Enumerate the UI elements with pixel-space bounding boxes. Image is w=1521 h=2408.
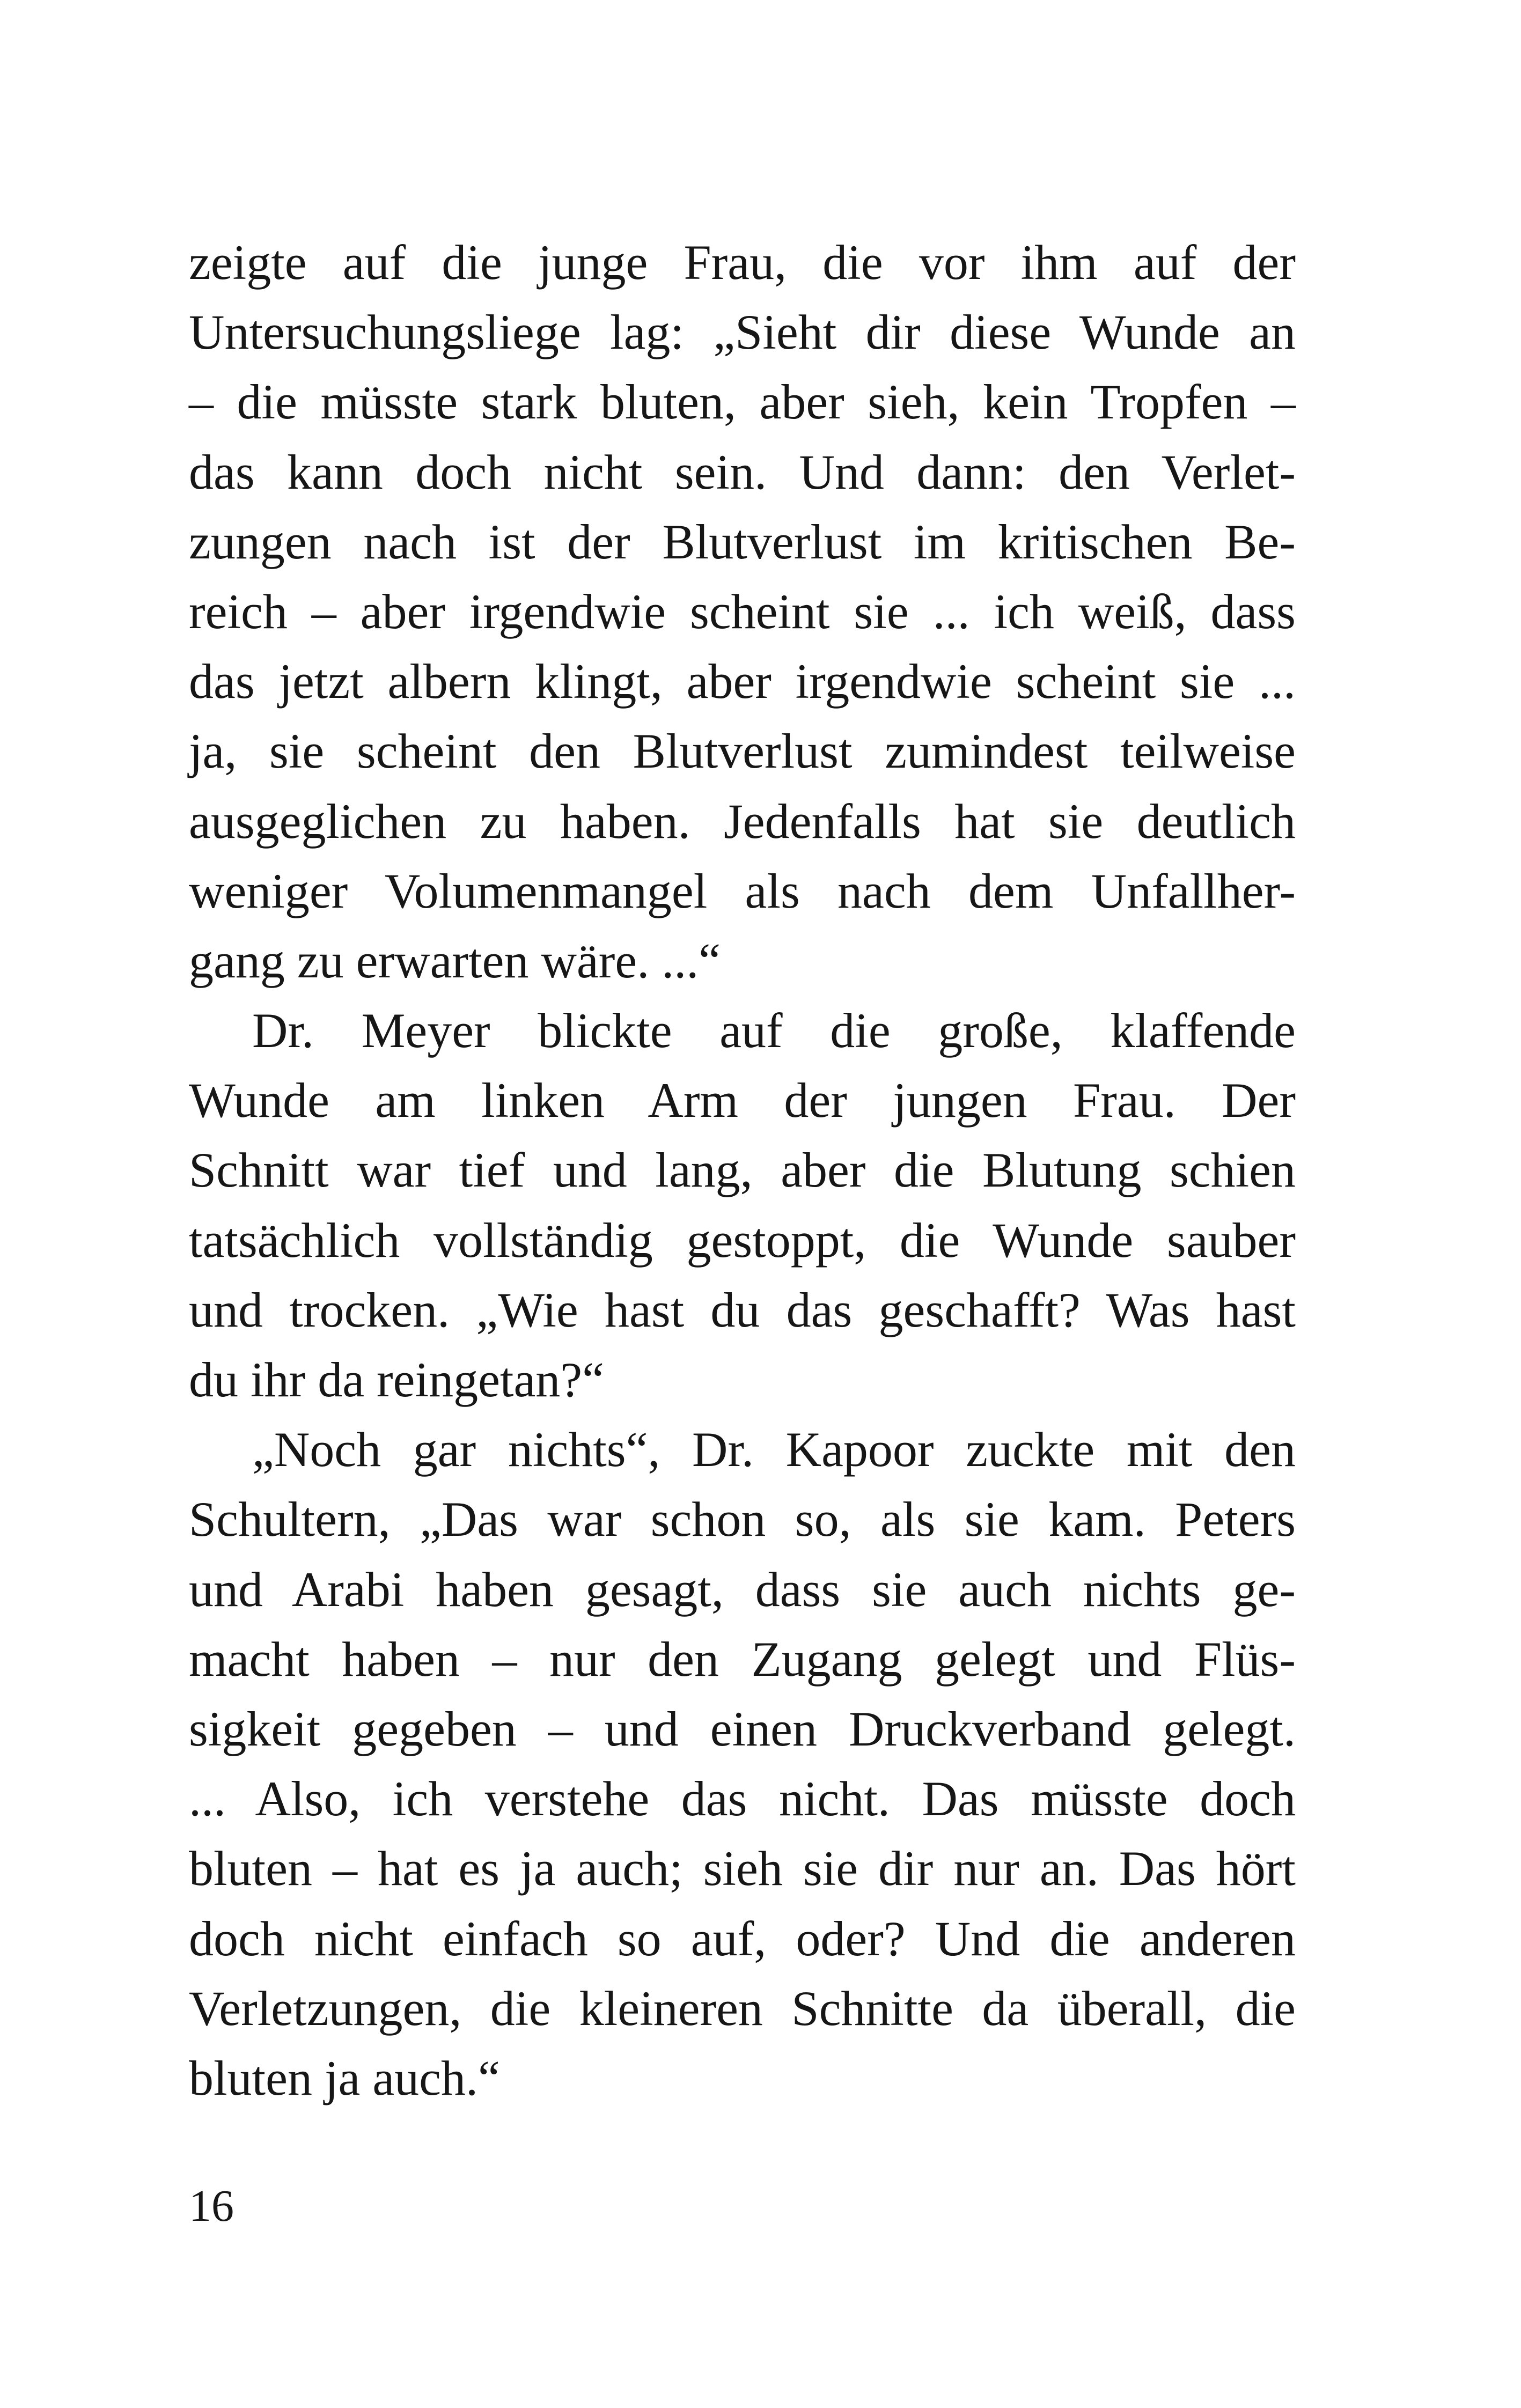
text-line: ... Also, ich verstehe das nicht. Das müsste doch bbox=[189, 1771, 1296, 1827]
text-line: zungen nach ist der Blutverlust im kritischen Be- bbox=[189, 514, 1296, 569]
text-line: das jetzt albern klingt, aber irgendwie scheint sie ... bbox=[189, 654, 1296, 709]
text-line: macht haben – nur den Zugang gelegt und Flüs- bbox=[189, 1631, 1296, 1687]
text-line: zeigte auf die junge Frau, die vor ihm auf der bbox=[189, 235, 1296, 290]
text-line: sigkeit gegeben – und einen Druckverband gelegt. bbox=[189, 1701, 1296, 1756]
text-line: ausgeglichen zu haben. Jedenfalls hat sie deutlich bbox=[189, 793, 1296, 849]
text-line: Dr. Meyer blickte auf die große, klaffende bbox=[252, 1003, 1296, 1058]
text-line: Schnitt war tief und lang, aber die Blutung schien bbox=[189, 1143, 1296, 1198]
page-number: 16 bbox=[189, 2181, 234, 2231]
text-line: Verletzungen, die kleineren Schnitte da überall, die bbox=[189, 1980, 1296, 2036]
text-line: gang zu erwarten wäre. ...“ bbox=[189, 933, 721, 988]
text-line: bluten ja auch.“ bbox=[189, 2050, 500, 2105]
text-line: „Noch gar nichts“, Dr. Kapoor zuckte mit den bbox=[252, 1422, 1296, 1477]
text-line: – die müsste stark bluten, aber sieh, kein Tropfen – bbox=[189, 374, 1296, 430]
text-line: ja, sie scheint den Blutverlust zumindest teilweise bbox=[189, 724, 1296, 779]
text-line: und trocken. „Wie hast du das geschafft? Was hast bbox=[189, 1282, 1296, 1337]
body-text bbox=[189, 227, 1296, 2113]
text-line: Untersuchungsliege lag: „Sieht dir diese Wunde an bbox=[189, 305, 1296, 360]
text-line: du ihr da reingetan?“ bbox=[189, 1352, 604, 1407]
text-line: reich – aber irgendwie scheint sie ... ich weiß, dass bbox=[189, 584, 1296, 639]
text-line: doch nicht einfach so auf, oder? Und die anderen bbox=[189, 1911, 1296, 1966]
text-line: Wunde am linken Arm der jungen Frau. Der bbox=[189, 1073, 1296, 1128]
text-line: bluten – hat es ja auch; sieh sie dir nur an. Das hört bbox=[189, 1841, 1296, 1896]
text-line: weniger Volumenmangel als nach dem Unfallher- bbox=[189, 863, 1296, 918]
text-line: Schultern, „Das war schon so, als sie kam. Peters bbox=[189, 1492, 1296, 1547]
text-line: tatsächlich vollständig gestoppt, die Wunde sauber bbox=[189, 1212, 1296, 1268]
text-line: das kann doch nicht sein. Und dann: den Verlet- bbox=[189, 444, 1296, 499]
text-line: und Arabi haben gesagt, dass sie auch nichts ge- bbox=[189, 1562, 1296, 1617]
